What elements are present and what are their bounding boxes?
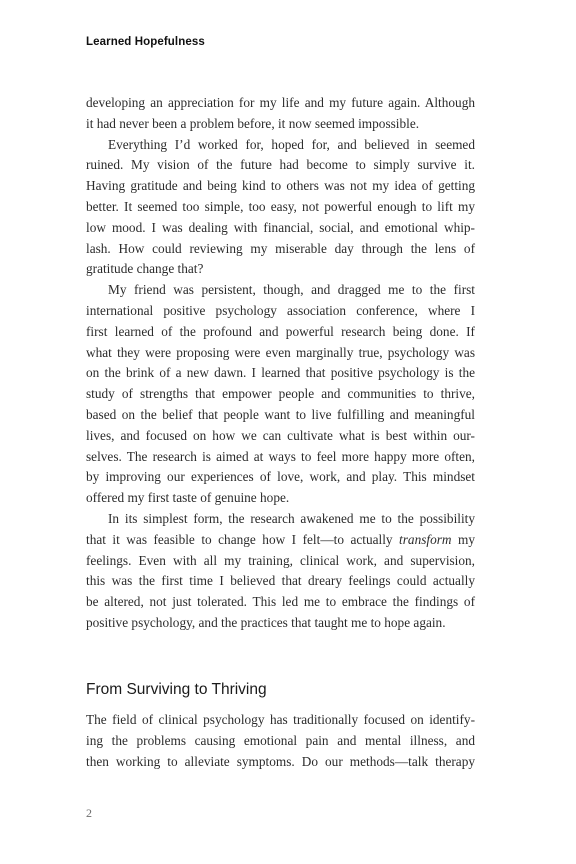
body-line: this was the first time I believed that dreary feelings could actually — [86, 573, 475, 589]
body-line: My friend was persistent, though, and dragged me to the first — [108, 282, 475, 298]
transform-line-before: that it was feasible to change how I felt—to actually — [86, 531, 400, 547]
section-heading: From Surviving to Thriving — [86, 681, 267, 698]
section-line: then working to alleviate symptoms. Do our methods—talk therapy — [86, 753, 475, 769]
section-text — [86, 710, 475, 772]
body-line: first learned of the profound and powerful research being done. If — [86, 323, 475, 339]
section-line: The field of clinical psychology has traditionally focused on identify- — [86, 712, 475, 727]
body-line: developing an appreciation for my life and my future again. Although — [86, 95, 475, 110]
body-line: lives, and focused on how we can cultivate what is best within our- — [86, 427, 475, 443]
body-line: study of strengths that empower people and communities to thrive, — [86, 386, 475, 402]
body-line: feelings. Even with all my training, clinical work, and supervision, — [86, 552, 475, 568]
transform-italic-word: transform — [399, 531, 452, 547]
body-text — [86, 93, 475, 634]
transform-line-after: my — [451, 531, 475, 547]
running-head-title: Learned Hopefulness — [86, 36, 205, 48]
body-line: gratitude change that? — [86, 261, 204, 277]
body-line: Everything I’d worked for, hoped for, and believed in seemed — [108, 136, 475, 152]
body-line: international positive psychology association conference, where I — [86, 302, 475, 318]
page-number: 2 — [86, 806, 92, 820]
body-line: positive psychology, and the practices that taught me to hope again. — [86, 614, 446, 630]
body-line: Having gratitude and being kind to others was not my idea of getting — [86, 178, 475, 194]
body-line: by improving our experiences of love, work, and play. This mindset — [86, 469, 475, 485]
body-line: low mood. I was dealing with financial, social, and emotional whip- — [86, 219, 475, 235]
body-line: be altered, not just tolerated. This led me to embrace the findings of — [86, 594, 475, 610]
body-line: better. It seemed too simple, too easy, not powerful enough to lift my — [86, 198, 475, 214]
body-line-transform — [86, 530, 475, 551]
body-line: it had never been a problem before, it now seemed impossible. — [86, 115, 420, 131]
body-line: on the brink of a new dawn. I learned that positive psychology is the — [86, 365, 475, 381]
body-line: offered my first taste of genuine hope. — [86, 490, 290, 506]
body-line: based on the belief that people want to live fulfilling and meaningful — [86, 406, 475, 422]
body-line: selves. The research is aimed at ways to feel more happy more often, — [86, 448, 475, 464]
body-line: In its simplest form, the research awakened me to the possibility — [108, 510, 475, 526]
section-line: ing the problems causing emotional pain and mental illness, and — [86, 732, 475, 748]
body-line: lash. How could reviewing my miserable day through the lens of — [86, 240, 475, 256]
body-line: what they were proposing were even marginally true, psychology was — [86, 344, 475, 360]
body-line: ruined. My vision of the future had become to simply survive it. — [86, 157, 475, 173]
